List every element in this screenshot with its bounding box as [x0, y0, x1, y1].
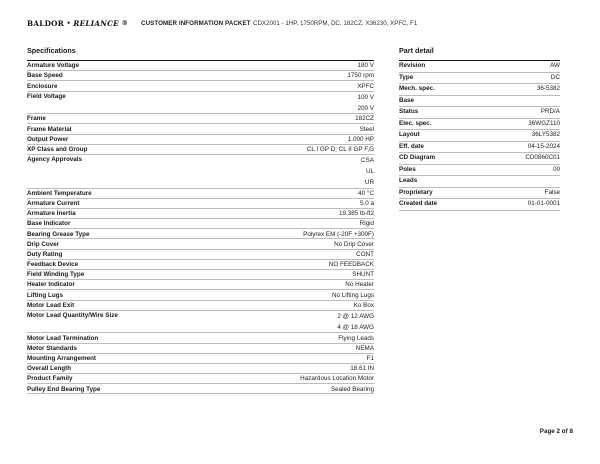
spec-row	[27, 145, 374, 155]
spec-label: Base Indicator	[27, 220, 71, 228]
spec-value: Ko Box	[353, 301, 374, 309]
spec-row	[27, 301, 374, 311]
spec-label: Heater Indicator	[27, 281, 75, 289]
spec-row	[27, 229, 374, 239]
part-label: Poles	[399, 165, 416, 173]
spec-row	[27, 270, 374, 280]
part-row	[399, 165, 560, 177]
part-label: Elec. spec.	[399, 119, 432, 127]
spec-row	[27, 71, 374, 81]
spec-label: Lifting Lugs	[27, 291, 64, 299]
spec-row	[27, 260, 374, 270]
part-row	[399, 153, 560, 165]
spec-value: No Drip Cover	[334, 240, 374, 248]
spec-value: UL	[365, 168, 374, 176]
part-row	[399, 107, 560, 119]
page-number: Page 2 of 8	[539, 428, 573, 435]
spec-value: 1750 rpm	[347, 72, 374, 80]
spec-value: CL I GP D; CL II GP F,G	[306, 146, 374, 154]
part-row	[399, 119, 560, 131]
spec-label: Base Speed	[27, 72, 63, 80]
spec-value: Rigid	[359, 220, 374, 228]
spec-row	[27, 311, 374, 334]
brand-logo: BALDOR • RELIANCE ®	[27, 18, 129, 28]
part-row	[399, 96, 560, 108]
part-value: False	[544, 188, 560, 196]
spec-row	[27, 290, 374, 300]
spec-label: Field Winding Type	[27, 271, 85, 279]
spec-label: Overall Length	[27, 365, 72, 373]
part-label: CD Diagram	[399, 154, 436, 162]
spec-value: XPFC	[357, 82, 374, 90]
spec-row	[27, 250, 374, 260]
spec-label: Armature Current	[27, 199, 80, 207]
spec-label: Pulley End Bearing Type	[27, 385, 101, 393]
part-row	[399, 176, 560, 188]
spec-label: Bearing Grease Type	[27, 230, 90, 238]
part-row	[399, 84, 560, 96]
spec-value: UR	[364, 179, 374, 187]
part-label: Proprietary	[399, 188, 433, 196]
spec-row	[27, 219, 374, 229]
spec-label: Armature Inertia	[27, 210, 76, 218]
spec-row	[27, 189, 374, 199]
document-subtitle: CDX2001 - 1HP, 1750RPM, DC, 182CZ, X36230, XPFC, F1	[253, 20, 418, 27]
spec-row	[27, 124, 374, 134]
part-value: AW	[550, 62, 560, 70]
part-label: Revision	[399, 62, 426, 70]
part-value: 04-15-2024	[527, 142, 560, 150]
spec-value: No Heater	[345, 281, 374, 289]
spec-label: Mounting Arrangement	[27, 355, 97, 363]
spec-label: Agency Approvals	[27, 156, 83, 164]
part-label: Leads	[399, 177, 418, 185]
spec-label: Motor Lead Exit	[27, 301, 75, 309]
spec-value: Hazardous Location Motor	[300, 375, 374, 383]
spec-label: Frame Material	[27, 125, 72, 133]
spec-row	[27, 280, 374, 290]
spec-row	[27, 354, 374, 364]
part-label: Layout	[399, 131, 420, 139]
part-label: Eff. date	[399, 142, 424, 150]
spec-label: Motor Lead Quantity/Wire Size	[27, 312, 118, 320]
spec-value: Polyrex EM (-20F +300F)	[303, 230, 374, 238]
spec-value-group	[361, 155, 374, 188]
spec-row	[27, 92, 374, 115]
part-value: 36WGZ110	[528, 119, 560, 127]
specifications-table	[27, 60, 374, 394]
spec-value: F1	[366, 355, 374, 363]
part-row	[399, 130, 560, 142]
spec-row	[27, 81, 374, 91]
spec-value: 4 @ 18 AWG	[337, 324, 374, 332]
part-row	[399, 199, 560, 211]
spec-label: Motor Lead Termination	[27, 334, 99, 342]
spec-value: 19.385 lb-ft2	[338, 210, 374, 218]
spec-row	[27, 239, 374, 249]
spec-label: XP Class and Group	[27, 146, 88, 154]
spec-value: 5.0 a	[359, 199, 374, 207]
spec-value: Flying Leads	[338, 334, 374, 342]
part-value: 01-01-0001	[527, 200, 560, 208]
spec-label: Frame	[27, 115, 46, 123]
part-label: Mech. spec.	[399, 85, 435, 93]
spec-row	[27, 209, 374, 219]
spec-value: 18.61 IN	[350, 365, 374, 373]
spec-value: 100 V	[357, 93, 374, 101]
part-row	[399, 188, 560, 200]
part-value: CD0860C01	[525, 154, 560, 162]
spec-row	[27, 135, 374, 145]
part-row	[399, 142, 560, 154]
spec-label: Motor Standards	[27, 344, 78, 352]
spec-value: CSA	[361, 157, 374, 165]
spec-value-group	[337, 311, 374, 333]
part-label: Type	[399, 73, 414, 81]
spec-value: NO FEEDBACK	[328, 261, 374, 269]
part-label: Created date	[399, 200, 438, 208]
part-label: Base	[399, 96, 415, 104]
spec-value: 182CZ	[355, 115, 374, 123]
spec-value-group	[358, 92, 374, 114]
spec-row	[27, 155, 374, 189]
spec-row	[27, 61, 374, 71]
spec-value: SHUNT	[352, 271, 374, 279]
spec-value: NEMA	[355, 344, 374, 352]
spec-value: 180 V	[357, 62, 374, 70]
specifications-title: Specifications	[27, 46, 76, 55]
part-value: 00	[552, 165, 560, 173]
part-row	[399, 73, 560, 85]
spec-label: Armature Voltage	[27, 62, 80, 70]
spec-row	[27, 374, 374, 384]
spec-row	[27, 199, 374, 209]
spec-row	[27, 114, 374, 124]
part-row	[399, 61, 560, 73]
spec-value: CONT	[356, 250, 374, 258]
spec-value: Steel	[359, 125, 374, 133]
spec-value: 1.000 HP	[347, 135, 374, 143]
part-value: DC	[550, 73, 560, 81]
spec-label: Enclosure	[27, 82, 58, 90]
part-detail-table	[399, 60, 560, 211]
part-value: 36-5382	[536, 85, 560, 93]
spec-label: Product Family	[27, 375, 73, 383]
spec-label: Drip Cover	[27, 240, 60, 248]
spec-label: Duty Rating	[27, 250, 63, 258]
spec-value: 40 °C	[358, 189, 374, 197]
spec-row	[27, 333, 374, 343]
logo-reliance-text: RELIANCE	[73, 18, 119, 28]
part-value: 36LY5382	[531, 131, 560, 139]
spec-row	[27, 364, 374, 374]
logo-baldor-text: BALDOR	[27, 18, 64, 28]
part-value: PRD/A	[540, 108, 560, 116]
spec-value: No Lifting Lugs	[331, 291, 374, 299]
spec-row	[27, 344, 374, 354]
spec-label: Feedback Device	[27, 261, 79, 269]
part-detail-title: Part detail	[399, 46, 434, 55]
spec-value: 200 V	[357, 104, 374, 112]
spec-label: Output Power	[27, 135, 69, 143]
document-title: CUSTOMER INFORMATION PACKET	[141, 20, 251, 27]
spec-value: Sealed Bearing	[330, 385, 374, 393]
spec-label: Ambient Temperature	[27, 189, 92, 197]
part-label: Status	[399, 108, 419, 116]
spec-label: Field Voltage	[27, 92, 66, 100]
spec-value: 2 @ 12 AWG	[337, 313, 374, 321]
spec-row	[27, 384, 374, 394]
